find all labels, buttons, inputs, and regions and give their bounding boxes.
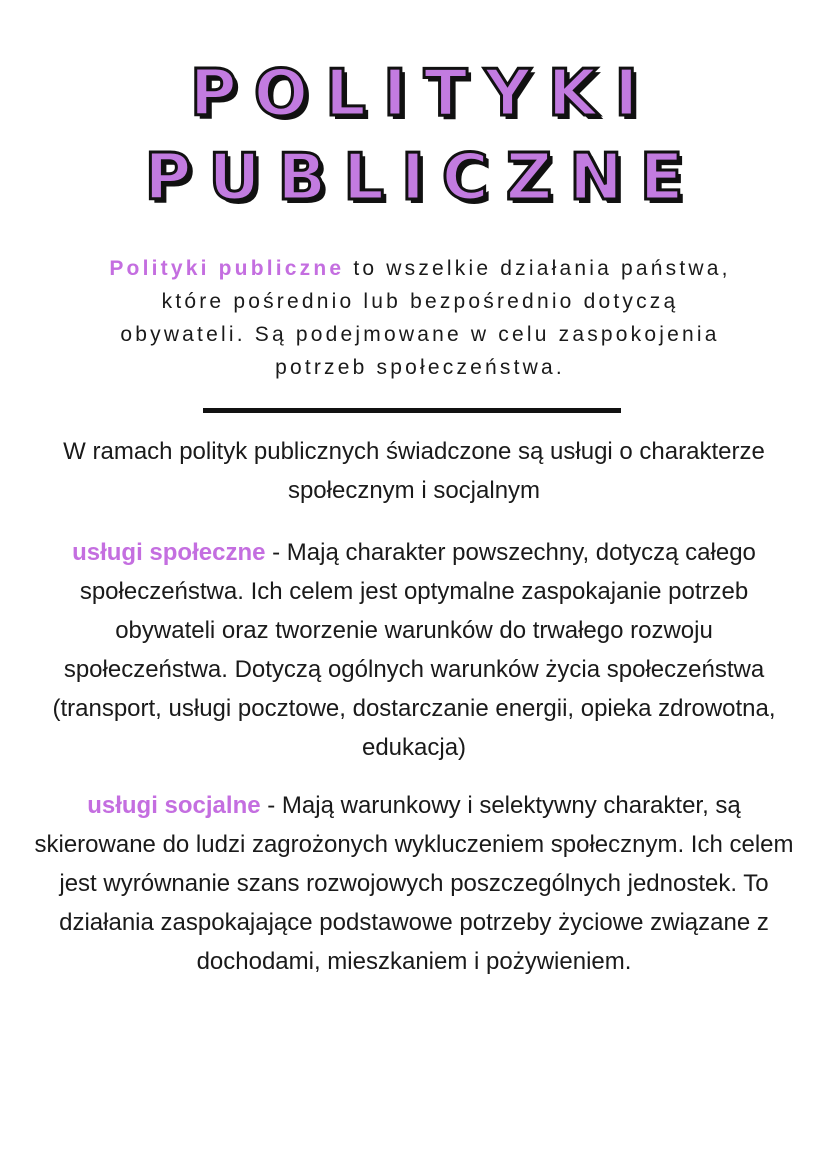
page-title: [0, 52, 828, 220]
welfare-services-term: usługi socjalne: [87, 792, 261, 819]
social-services-text: - Mają charakter powszechny, dotyczą całego społeczeństwa. Ich celem jest optymalne zaspokajanie potrzeb obywateli oraz tworzenie warunków do trwałego rozwoju społeczeństwa. Dotyczą ogólnych warunków życia społeczeństwa (transport, usługi pocztowe, dostarczanie energii, opieka zdrowotna, edukacja): [52, 539, 776, 761]
title-line-1: POLITYKI: [189, 57, 656, 131]
intro-term: Polityki publiczne: [109, 257, 345, 280]
welfare-services-text: - Mają warunkowy i selektywny charakter, są skierowane do ludzi zagrożonych wykluczeniem społecznym. Ich celem jest wyrównanie szans rozwojowych poszczególnych jednostek. To działania zaspokajające podstawowe potrzeby życiowe związane z dochodami, mieszkaniem i pożywieniem.: [34, 792, 794, 975]
title-line-2: PUBLICZNE: [144, 141, 701, 215]
services-intro-paragraph: W ramach polityk publicznych świadczone są usługi o charakterze społecznym i socjalnym: [63, 438, 765, 504]
intro-text: to wszelkie działania państwa, które pośrednio lub bezpośrednio dotyczą obywateli. Są podejmowane w celu zaspokojenia potrzeb społeczeństwa.: [120, 257, 731, 379]
welfare-services-paragraph: [30, 786, 798, 981]
social-services-paragraph: [30, 533, 798, 767]
intro-paragraph: [100, 252, 740, 384]
social-services-term: usługi społeczne: [72, 539, 266, 566]
section-divider: [203, 408, 621, 413]
